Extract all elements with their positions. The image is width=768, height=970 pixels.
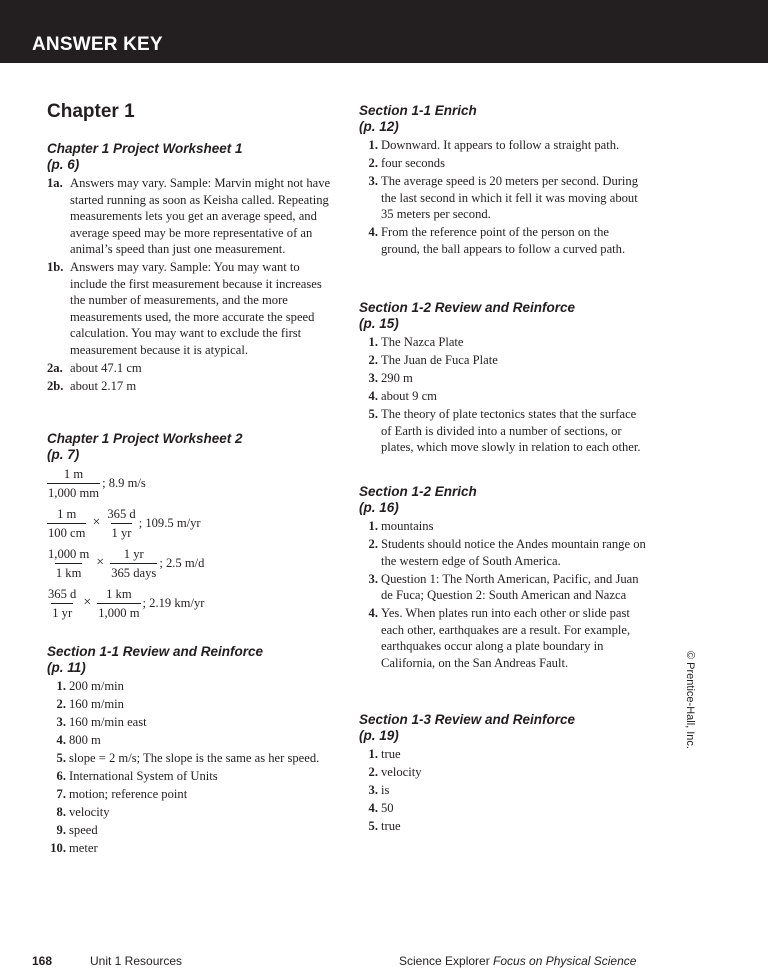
answer-item: 1a. Answers may vary. Sample: Marvin might not have started running as soon as Keisha called. Repeating measurements lets you get an average speed, and average speed may be more representative of an animal’s speed than just one measurement.: [47, 176, 331, 256]
answer-item: 5. slope = 2 m/s; The slope is the same as her speed.: [56, 751, 320, 765]
answer-item: 2b. about 2.17 m: [47, 378, 137, 393]
equation-4: $\frac{365 d}{1 yr}$ × $\frac{1 km}{1,000 m}$ ; 2.19 km/yr: [48, 586, 205, 620]
answer-item: 3. The average speed is 20 meters per second. During the last second in which it fell it was moving about 35 meters per second.: [368, 174, 639, 221]
section-1-1-enrich: [359, 103, 649, 259]
answer-item: 1. true: [368, 747, 401, 761]
section-worksheet-1: [47, 141, 337, 396]
fraction: $\frac{1 m}{1,000 mm}$: [48, 466, 100, 500]
header-title: ANSWER KEY: [32, 34, 163, 55]
section-title: Section 1-3 Review and Reinforce: [359, 712, 576, 727]
footer-page-number: 168: [32, 954, 53, 968]
answer-item: 10. meter: [50, 841, 98, 855]
equation-3: $\frac{1,000 m}{1 km}$ × $\frac{1 yr}{\text{365 days}}$ ; 2.5 m/d: [48, 546, 205, 580]
section-page: (p. 16): [359, 500, 399, 515]
answer-item: 6. International System of Units: [56, 769, 218, 783]
answer-item: 2. 160 m/min: [56, 697, 124, 711]
answer-item: 3. 290 m: [368, 371, 413, 385]
answer-item: 1b. Answers may vary. Sample: You may want to include the first measurement because it increases the number of measurements, and the more measurements used, the more accurate the speed calculation. You may want to exclude the first measurement because it is atypical.: [47, 260, 322, 357]
answer-item: 2. four seconds: [368, 156, 446, 170]
section-title: Section 1-2 Review and Reinforce: [359, 300, 576, 315]
section-page: (p. 6): [47, 157, 80, 172]
answer-item: 1. mountains: [368, 519, 434, 533]
fraction: $\frac{1 m}{100 cm}$: [48, 506, 86, 540]
answer-item: 1. Downward. It appears to follow a straight path.: [368, 138, 620, 152]
fraction: $\frac{365 d}{1 yr}$: [107, 506, 136, 540]
copyright-notice: © Prentice-Hall, Inc.: [684, 651, 696, 749]
section-title: Section 1-1 Review and Reinforce: [47, 644, 264, 659]
times-symbol: ×: [83, 595, 92, 610]
fraction: $\frac{365 d}{1 yr}$: [48, 586, 77, 620]
answer-item: 9. speed: [56, 823, 98, 837]
answer-item: 4. 800 m: [56, 733, 101, 747]
section-1-2-review: [359, 300, 649, 457]
answer-item: 1. The Nazca Plate: [368, 335, 464, 349]
answer-item: 4. 50: [368, 801, 394, 815]
answer-item: 3. 160 m/min east: [56, 715, 147, 729]
section-title: Chapter 1 Project Worksheet 2: [47, 431, 243, 446]
answer-item: 5. The theory of plate tectonics states that the surface of Earth is divided into a number of sections, or plates, which move slowly in relation to each other.: [368, 407, 641, 454]
answer-item: 3. is: [368, 783, 390, 797]
fraction: $\frac{1 km}{1,000 m}$: [98, 586, 140, 620]
equation-1: $\frac{1 m}{1,000 mm}$ ; 8.9 m/s: [48, 466, 146, 500]
answer-item: 2. velocity: [368, 765, 422, 779]
answer-item: 1. 200 m/min: [56, 679, 124, 693]
section-title: Section 1-1 Enrich: [359, 103, 477, 118]
answer-item: 4. Yes. When plates run into each other or slide past each other, earthquakes are a result. For example, earthquakes occur along a plate boundary in California, on the San Andreas Fault.: [368, 606, 631, 670]
footer-unit: Unit 1 Resources: [90, 954, 183, 968]
fraction: $\frac{1,000 m}{1 km}$: [48, 546, 90, 580]
section-page: (p. 12): [359, 119, 399, 134]
answer-item: 7. motion; reference point: [56, 787, 188, 801]
times-symbol: ×: [92, 515, 101, 530]
section-page: (p. 11): [47, 660, 86, 675]
answer-item: 5. true: [368, 819, 401, 833]
section-title: Section 1-2 Enrich: [359, 484, 477, 499]
chapter-title: Chapter 1: [47, 101, 135, 122]
footer-book-title: Science Explorer Focus on Physical Science: [399, 954, 637, 968]
section-title: Chapter 1 Project Worksheet 1: [47, 141, 243, 156]
times-symbol: ×: [96, 555, 105, 570]
answer-item: 2a. about 47.1 cm: [47, 360, 142, 375]
answer-item: 4. From the reference point of the person on the ground, the ball appears to follow a curved path.: [368, 225, 626, 256]
section-page: (p. 19): [359, 728, 399, 743]
section-worksheet-2: [47, 431, 337, 623]
answer-item: 2. The Juan de Fuca Plate: [368, 353, 498, 367]
equation-2: $\frac{1 m}{100 cm}$ × $\frac{365 d}{1 yr}$ ; 109.5 m/yr: [48, 506, 201, 540]
answer-item: 3. Question 1: The North American, Pacific, and Juan de Fuca; Question 2: South American and Nazca: [368, 571, 639, 602]
header-bar: [0, 0, 768, 63]
section-page: (p. 7): [47, 447, 80, 462]
section-1-1-review: [47, 644, 337, 858]
answer-item: 2. Students should notice the Andes mountain range on the western edge of South America.: [368, 537, 646, 568]
answer-item: 8. velocity: [56, 805, 110, 819]
section-1-2-enrich: [359, 484, 649, 673]
section-1-3-review: [359, 712, 649, 836]
fraction: $\frac{1 yr}{\text{365 days}}$: [111, 546, 157, 580]
section-page: (p. 15): [359, 316, 399, 331]
answer-item: 4. about 9 cm: [368, 389, 437, 403]
